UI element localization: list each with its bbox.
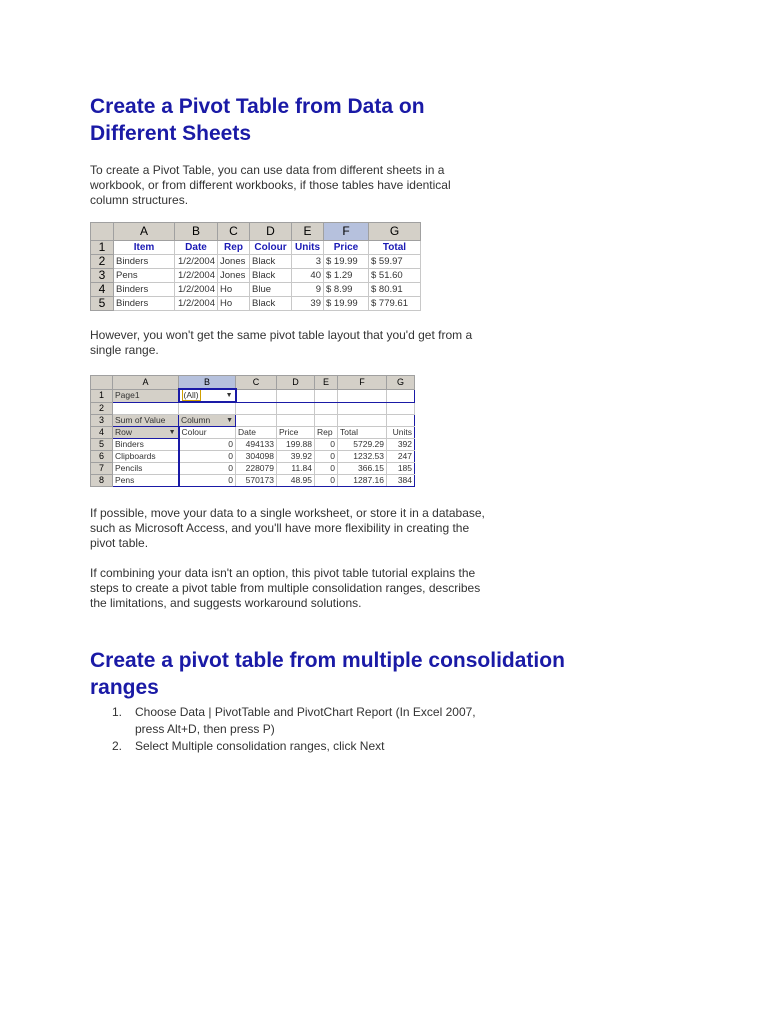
- section-title-line-2: ranges: [90, 676, 159, 699]
- row-header: 7: [91, 463, 113, 475]
- row-header: 5: [91, 439, 113, 451]
- table-cell: 48.95: [277, 475, 315, 487]
- row-header: 2: [91, 255, 114, 269]
- row-field-dropdown[interactable]: [113, 427, 179, 439]
- table-cell: 0: [315, 439, 338, 451]
- intro-line-2: workbook, or from different workbooks, if those tables have identical: [90, 178, 451, 192]
- table-cell: Black: [250, 297, 292, 311]
- table-cell: [315, 389, 338, 402]
- intro-paragraph: [90, 163, 451, 208]
- page-field-value: (All): [183, 390, 199, 400]
- table-cell: Black: [250, 255, 292, 269]
- table-cell: [113, 402, 179, 415]
- select-all-corner: [91, 376, 113, 390]
- table-cell: 1287.16: [338, 475, 387, 487]
- column-field-label: Column: [181, 415, 211, 425]
- column-item-header: Colour: [179, 427, 236, 439]
- row-header: 4: [91, 283, 114, 297]
- table-cell: 0: [179, 451, 236, 463]
- paragraph-line: single range.: [90, 343, 159, 357]
- table-cell: Jones: [218, 269, 250, 283]
- table-cell: 0: [179, 475, 236, 487]
- table-cell: Binders: [114, 297, 175, 311]
- column-header: C: [218, 223, 250, 241]
- table-cell: [277, 389, 315, 402]
- table-cell: 1/2/2004: [175, 283, 218, 297]
- layout-note-paragraph: [90, 328, 472, 358]
- table-cell: 1232.53: [338, 451, 387, 463]
- table-row: [91, 402, 415, 415]
- table-cell: 1/2/2004: [175, 297, 218, 311]
- table-cell: 494133: [236, 439, 277, 451]
- table-cell: 304098: [236, 451, 277, 463]
- table-cell: $ 1.29: [324, 269, 369, 283]
- table-cell: 40: [292, 269, 324, 283]
- table-cell: Clipboards: [113, 451, 179, 463]
- paragraph-line: If combining your data isn't an option, this pivot table tutorial explains the: [90, 566, 476, 580]
- column-header: E: [315, 376, 338, 390]
- column-field-dropdown[interactable]: [179, 415, 236, 427]
- table-row: [91, 241, 421, 255]
- pivot-table-screenshot: [90, 375, 415, 487]
- source-data-screenshot: [90, 222, 421, 311]
- row-field-label: Row: [115, 427, 133, 437]
- table-row: [91, 475, 415, 487]
- table-cell: Ho: [218, 297, 250, 311]
- table-cell: 228079: [236, 463, 277, 475]
- table-cell: 39: [292, 297, 324, 311]
- table-cell: Binders: [114, 255, 175, 269]
- table-row: [91, 389, 415, 402]
- select-all-corner: [91, 223, 114, 241]
- dropdown-arrow-icon[interactable]: ▼: [225, 392, 233, 399]
- table-cell: $ 59.97: [369, 255, 421, 269]
- table-cell: 0: [315, 451, 338, 463]
- table-cell: 1/2/2004: [175, 269, 218, 283]
- column-header-row: [91, 223, 421, 241]
- data-field-label: Sum of Value: [113, 415, 179, 427]
- step-text: Select Multiple consolidation ranges, click Next: [135, 739, 385, 753]
- paragraph-line: steps to create a pivot table from multiple consolidation ranges, describes: [90, 581, 481, 595]
- step-text: press Alt+D, then press P): [135, 722, 275, 736]
- table-row: [91, 439, 415, 451]
- column-header-row: [91, 376, 415, 390]
- list-item: [90, 704, 476, 738]
- table-cell: Blue: [250, 283, 292, 297]
- list-item: [90, 738, 476, 755]
- table-cell: 9: [292, 283, 324, 297]
- table-row: [91, 255, 421, 269]
- step-text: Choose Data | PivotTable and PivotChart Report (In Excel 2007,: [135, 705, 476, 719]
- table-row: [91, 415, 415, 427]
- column-item-header: Date: [236, 427, 277, 439]
- paragraph-line: the limitations, and suggests workaround solutions.: [90, 596, 362, 610]
- column-header: E: [292, 223, 324, 241]
- column-header: F: [338, 376, 387, 390]
- table-cell: Binders: [113, 439, 179, 451]
- row-header: 6: [91, 451, 113, 463]
- field-header-cell: Price: [324, 241, 369, 255]
- column-header: G: [387, 376, 415, 390]
- table-cell: 199.88: [277, 439, 315, 451]
- table-cell: $ 8.99: [324, 283, 369, 297]
- row-header: 3: [91, 269, 114, 283]
- table-cell: 0: [179, 439, 236, 451]
- column-header: G: [369, 223, 421, 241]
- column-header-selected: F: [324, 223, 369, 241]
- section-title: [90, 93, 425, 147]
- table-cell: Binders: [114, 283, 175, 297]
- table-cell: 39.92: [277, 451, 315, 463]
- steps-list: [90, 704, 476, 755]
- table-cell: $ 19.99: [324, 255, 369, 269]
- paragraph-line: If possible, move your data to a single worksheet, or store it in a database,: [90, 506, 485, 520]
- intro-line-1: To create a Pivot Table, you can use data from different sheets in a: [90, 163, 445, 177]
- paragraph-line: such as Microsoft Access, and you'll have more flexibility in creating the: [90, 521, 470, 535]
- table-cell: [236, 389, 277, 402]
- table-cell: 0: [315, 463, 338, 475]
- table-cell: 366.15: [338, 463, 387, 475]
- pivot-table: [90, 375, 415, 487]
- table-cell: [236, 402, 277, 415]
- table-cell: 5729.29: [338, 439, 387, 451]
- page-field-dropdown[interactable]: [179, 389, 236, 402]
- table-cell: [387, 389, 415, 402]
- row-header: 3: [91, 415, 113, 427]
- table-cell: [277, 402, 315, 415]
- column-header-selected: B: [179, 376, 236, 390]
- table-cell: [338, 415, 387, 427]
- table-cell: [277, 415, 315, 427]
- table-cell: [338, 389, 387, 402]
- table-cell: Pencils: [113, 463, 179, 475]
- table-cell: $ 80.91: [369, 283, 421, 297]
- tutorial-paragraph: [90, 566, 480, 611]
- table-row: [91, 297, 421, 311]
- section-title-line-2: Different Sheets: [90, 122, 252, 145]
- table-cell: $ 51.60: [369, 269, 421, 283]
- table-row: [91, 427, 415, 439]
- page-field-label: Page1: [113, 389, 179, 402]
- table-cell: 392: [387, 439, 415, 451]
- paragraph-line: pivot table.: [90, 536, 149, 550]
- table-cell: [338, 402, 387, 415]
- section-title: [90, 647, 565, 701]
- table-cell: 247: [387, 451, 415, 463]
- table-cell: 570173: [236, 475, 277, 487]
- table-cell: Jones: [218, 255, 250, 269]
- table-cell: 0: [315, 475, 338, 487]
- table-cell: [387, 415, 415, 427]
- field-header-cell: Item: [114, 241, 175, 255]
- column-header: D: [250, 223, 292, 241]
- table-cell: Pens: [114, 269, 175, 283]
- step-number: 2.: [112, 739, 123, 753]
- field-header-cell: Date: [175, 241, 218, 255]
- table-row: [91, 283, 421, 297]
- table-cell: 0: [179, 463, 236, 475]
- column-item-header: Total: [338, 427, 387, 439]
- table-row: [91, 463, 415, 475]
- row-header: 8: [91, 475, 113, 487]
- step-number: 1.: [112, 705, 123, 719]
- table-cell: [179, 402, 236, 415]
- table-cell: 384: [387, 475, 415, 487]
- row-header: 1: [91, 389, 113, 402]
- row-header: 5: [91, 297, 114, 311]
- field-header-cell: Rep: [218, 241, 250, 255]
- paragraph-line: However, you won't get the same pivot table layout that you'd get from a: [90, 328, 473, 342]
- dropdown-arrow-icon[interactable]: ▼: [168, 429, 176, 436]
- section-title-line-1: Create a pivot table from multiple consolidation: [90, 649, 565, 672]
- row-header: 1: [91, 241, 114, 255]
- field-header-cell: Units: [292, 241, 324, 255]
- table-cell: Black: [250, 269, 292, 283]
- column-item-header: Rep: [315, 427, 338, 439]
- intro-line-3: column structures.: [90, 193, 189, 207]
- column-header: A: [113, 376, 179, 390]
- table-cell: [387, 402, 415, 415]
- table-row: [91, 451, 415, 463]
- table-cell: $ 779.61: [369, 297, 421, 311]
- table-cell: 1/2/2004: [175, 255, 218, 269]
- table-row: [91, 269, 421, 283]
- source-data-table: [90, 222, 421, 311]
- table-cell: 185: [387, 463, 415, 475]
- field-header-cell: Total: [369, 241, 421, 255]
- table-cell: 11.84: [277, 463, 315, 475]
- row-header: 2: [91, 402, 113, 415]
- column-header: C: [236, 376, 277, 390]
- table-cell: Pens: [113, 475, 179, 487]
- column-header: B: [175, 223, 218, 241]
- column-header: A: [114, 223, 175, 241]
- flexibility-paragraph: [90, 506, 485, 551]
- table-cell: [236, 415, 277, 427]
- table-cell: [315, 415, 338, 427]
- dropdown-arrow-icon[interactable]: ▼: [226, 417, 233, 424]
- column-item-header: Price: [277, 427, 315, 439]
- table-cell: [315, 402, 338, 415]
- column-item-header: Units: [387, 427, 415, 439]
- table-cell: $ 19.99: [324, 297, 369, 311]
- row-header: 4: [91, 427, 113, 439]
- column-header: D: [277, 376, 315, 390]
- table-cell: Ho: [218, 283, 250, 297]
- table-cell: 3: [292, 255, 324, 269]
- field-header-cell: Colour: [250, 241, 292, 255]
- section-title-line-1: Create a Pivot Table from Data on: [90, 95, 425, 118]
